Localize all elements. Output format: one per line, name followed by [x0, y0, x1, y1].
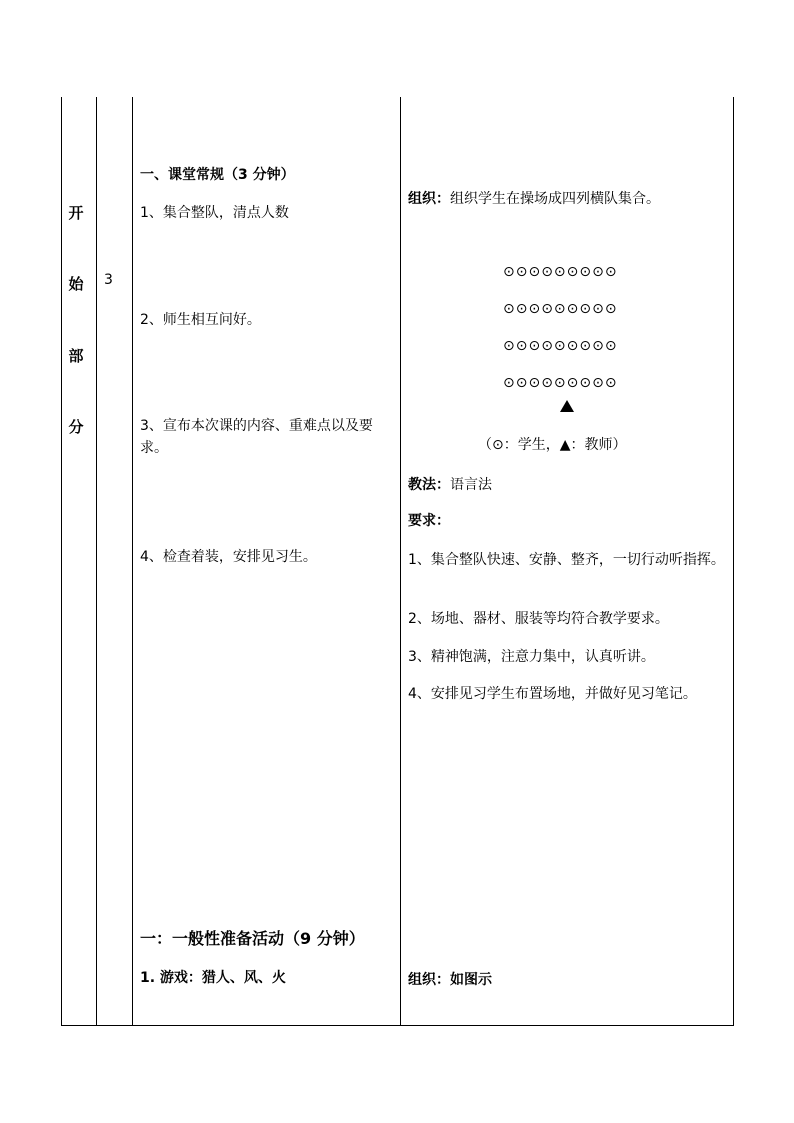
duration-value: 3 — [104, 272, 113, 288]
table-divider-3 — [400, 97, 401, 1026]
formation-legend: （⊙：学生，▲：教师） — [478, 437, 627, 453]
method-text: 语言法 — [450, 477, 492, 493]
formation-row-4: ⊙⊙⊙⊙⊙⊙⊙⊙⊙ — [503, 375, 618, 391]
table-border-right — [733, 97, 734, 1026]
organization-2: 组织：如图示 — [408, 972, 492, 988]
organization-line — [408, 189, 660, 209]
requirement-1: 1、集合整队快速、安静、整齐，一切行动听指挥。 — [408, 552, 725, 568]
formation-row-1: ⊙⊙⊙⊙⊙⊙⊙⊙⊙ — [503, 264, 618, 280]
section-char-4: 分 — [68, 418, 84, 436]
table-border-bottom — [61, 1025, 734, 1026]
content-item-1: 1、集合整队，清点人数 — [140, 205, 289, 221]
content-item-4: 4、检查着装，安排见习生。 — [140, 549, 317, 565]
table-border-left — [61, 97, 62, 1026]
requirement-3: 3、精神饱满，注意力集中，认真听讲。 — [408, 649, 655, 665]
requirements-label: 要求： — [408, 513, 450, 529]
table-divider-1 — [96, 97, 97, 1026]
section-char-3: 部 — [68, 347, 84, 365]
heading-class-routine: 一、课堂常规（3 分钟） — [140, 167, 295, 183]
formation-row-3: ⊙⊙⊙⊙⊙⊙⊙⊙⊙ — [503, 338, 618, 354]
formation-row-2: ⊙⊙⊙⊙⊙⊙⊙⊙⊙ — [503, 301, 618, 317]
organization-text: 组织学生在操场成四列横队集合。 — [450, 191, 660, 207]
method-line — [408, 475, 492, 495]
content-item-game: 1. 游戏：猎人、风、火 — [140, 970, 286, 986]
section-char-2: 始 — [68, 275, 84, 293]
teacher-triangle-icon — [560, 400, 574, 412]
organization-label: 组织： — [408, 191, 450, 207]
method-label: 教法： — [408, 477, 450, 493]
section-char-1: 开 — [68, 204, 84, 222]
requirement-2: 2、场地、器材、服装等均符合教学要求。 — [408, 611, 669, 627]
heading-warmup: 一：一般性准备活动（9 分钟） — [140, 929, 365, 948]
requirement-4: 4、安排见习学生布置场地，并做好见习笔记。 — [408, 686, 697, 702]
table-divider-2 — [132, 97, 133, 1026]
content-item-2: 2、师生相互问好。 — [140, 312, 261, 328]
content-item-3: 3、宣布本次课的内容、重难点以及要求。 — [140, 418, 373, 456]
